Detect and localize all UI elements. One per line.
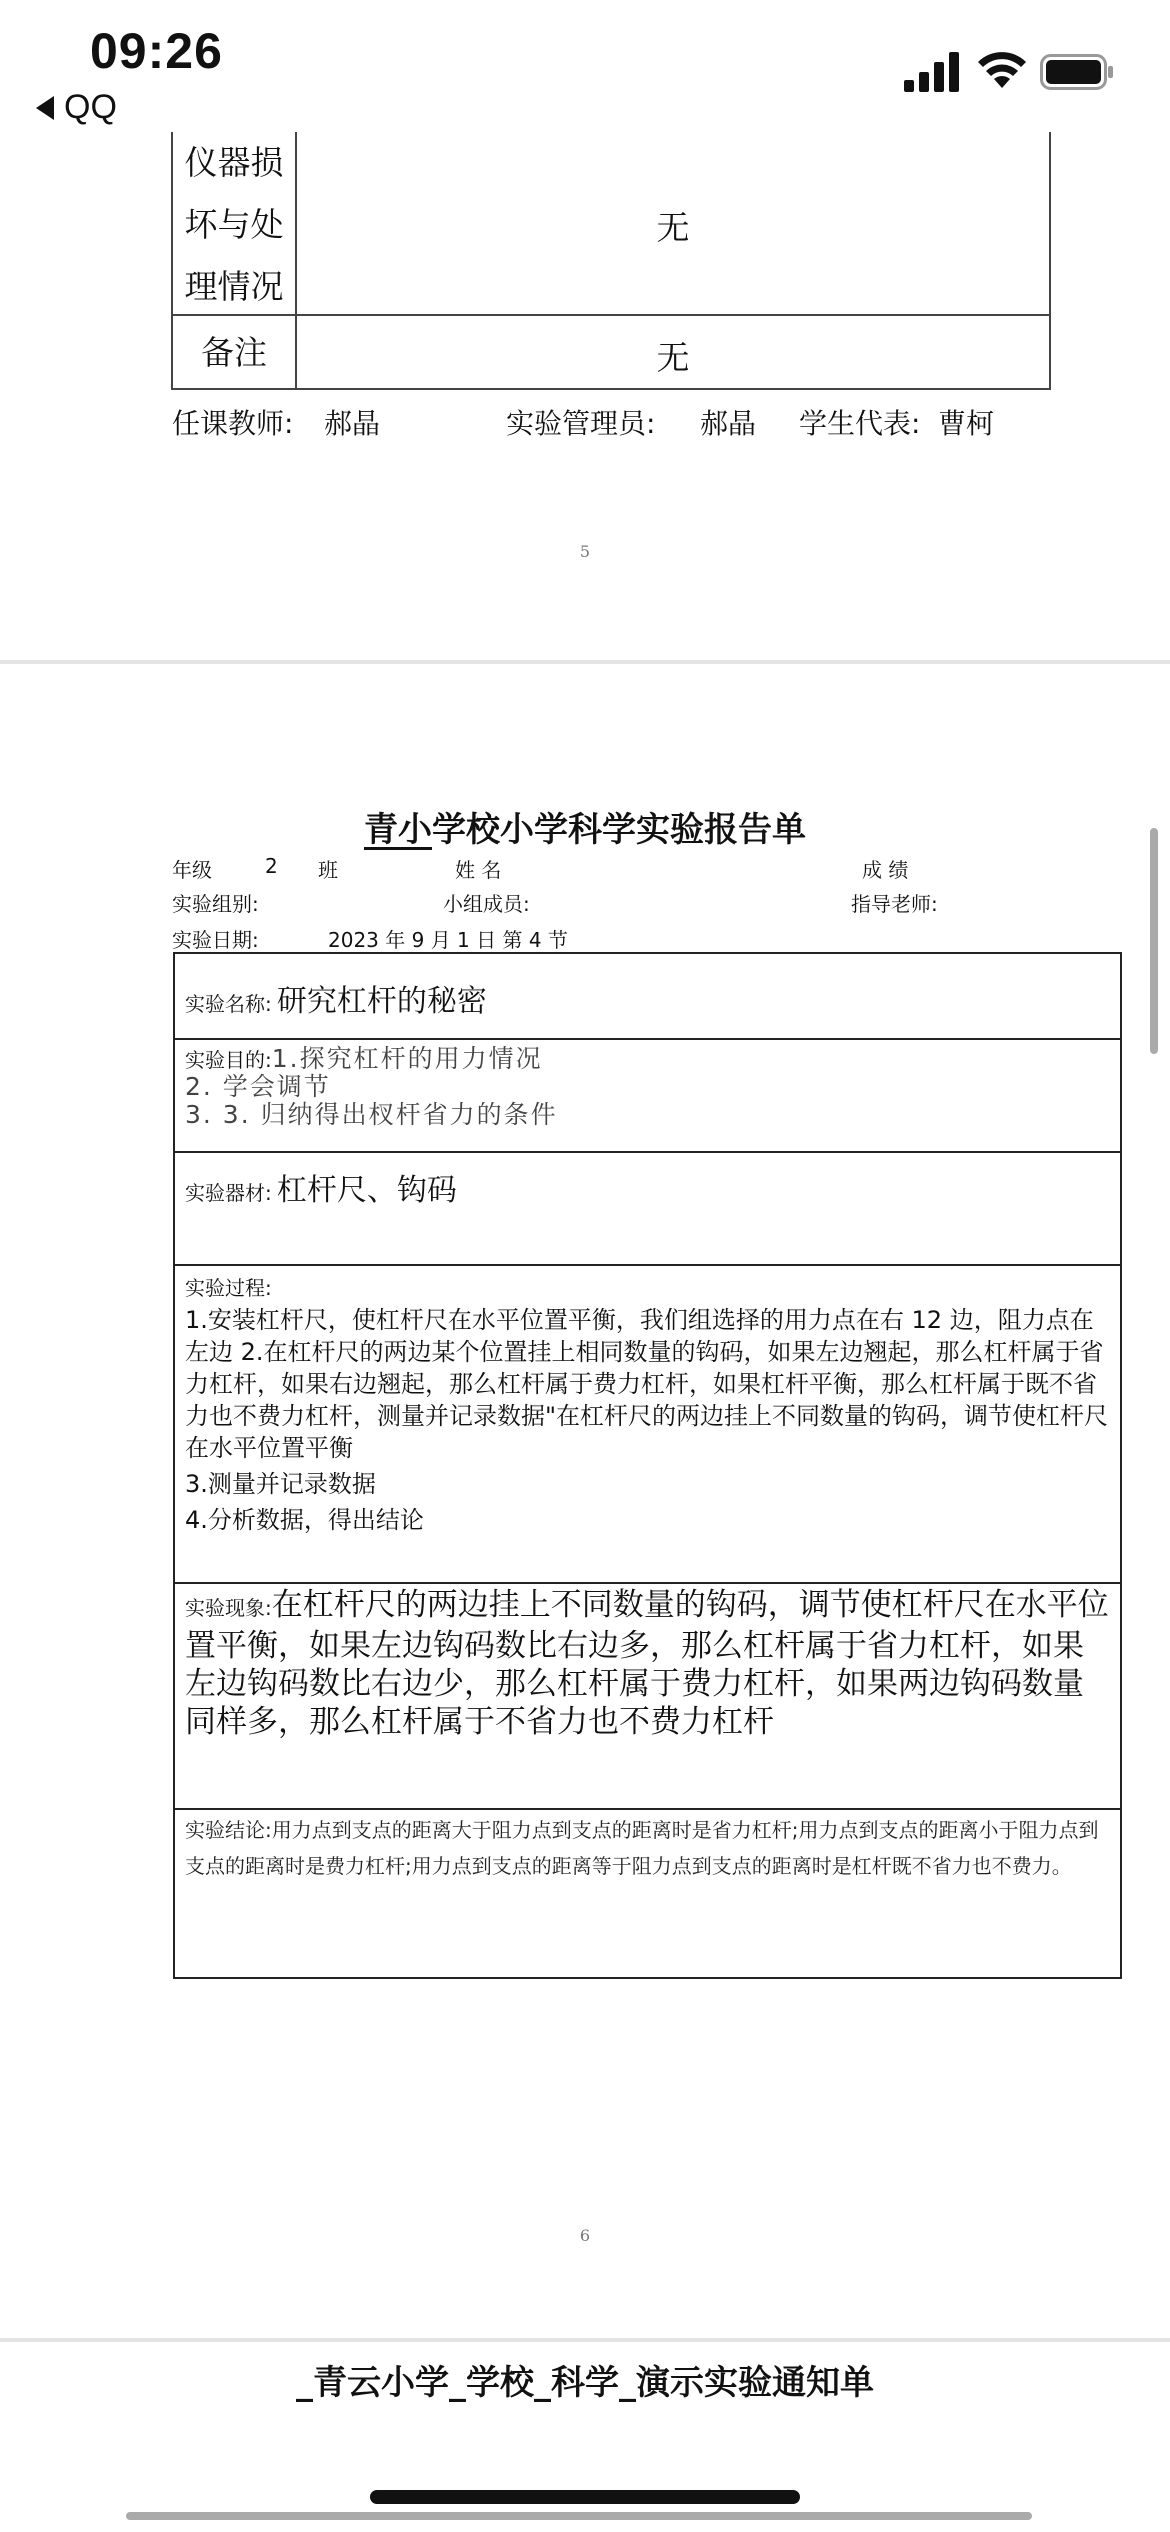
school-name: 青小	[364, 810, 432, 850]
advisor-label: 指导老师:	[851, 892, 938, 916]
status-bar	[0, 0, 1170, 132]
experiment-name-label: 实验名称:	[185, 992, 272, 1016]
equipment-value: 杠杆尺、钩码	[276, 1173, 457, 1208]
damage-label-line1: 仪器损	[184, 143, 284, 182]
wifi-icon	[976, 48, 1028, 90]
group-label: 实验组别:	[172, 892, 259, 916]
report-table	[173, 952, 1122, 1979]
student-rep-label: 学生代表:	[799, 407, 921, 440]
vertical-scrollbar[interactable]	[1150, 828, 1158, 1054]
document-viewer[interactable]	[0, 132, 1170, 2532]
purpose-row	[175, 1040, 1120, 1153]
student-rep-name: 曹柯	[938, 407, 995, 440]
purpose-line-2: 2. 学会调节	[185, 1072, 331, 1101]
members-label: 小组成员:	[443, 892, 530, 916]
name-label: 姓 名	[455, 858, 502, 882]
report-title-text: 学校小学科学实验报告单	[432, 810, 806, 850]
back-arrow-icon	[36, 96, 54, 120]
report-title	[0, 802, 1170, 851]
conclusion-label: 实验结论:	[185, 1818, 272, 1842]
page-number: 5	[579, 542, 591, 561]
conclusion-row	[175, 1810, 1120, 1979]
process-step-3: 3.测量并记录数据	[185, 1470, 376, 1498]
equipment-label: 实验器材:	[185, 1181, 272, 1205]
equipment-row	[175, 1153, 1120, 1266]
damage-label-line3: 理情况	[184, 267, 284, 306]
back-to-app-button[interactable]	[36, 88, 117, 127]
clock: 09:26	[90, 23, 223, 79]
teacher-name: 郝晶	[324, 407, 381, 440]
purpose-label: 实验目的:	[185, 1048, 272, 1072]
remarks-label: 备注	[201, 333, 267, 372]
date-value: 2023 年 9 月 1 日 第 4 节	[328, 928, 568, 952]
damage-value: 无	[656, 208, 690, 247]
page-divider	[0, 2338, 1170, 2342]
manager-label: 实验管理员:	[506, 407, 656, 440]
phenomenon-row	[175, 1584, 1120, 1810]
conclusion-text: 用力点到支点的距离大于阻力点到支点的距离时是省力杠杆;用力点到支点的距离小于阻力点到支点的距离时是费力杠杆;用力点到支点的距离等于阻力点到支点的距离时是杠杆既不省力也不费力。	[185, 1818, 1099, 1878]
manager-name: 郝晶	[700, 407, 757, 440]
teacher-label: 任课教师:	[172, 407, 294, 440]
phenomenon-text: 在杠杆尺的两边挂上不同数量的钩码，调节使杠杆尺在水平位置平衡，如果左边钩码数比右边多，那么杠杆属于省力杠杆，如果左边钩码数比右边少，那么杠杆属于费力杠杆，如果两边钩码数量同样多，那么杠杆属于不省力也不费力杠杆	[185, 1587, 1109, 1740]
page-number: 6	[579, 2226, 591, 2245]
cellular-signal-icon	[904, 52, 960, 92]
purpose-line-3: 3. 3. 归纳得出杈杆省力的条件	[185, 1100, 558, 1129]
damage-label-line2: 坏与处	[184, 205, 284, 244]
experiment-name-row	[175, 954, 1120, 1040]
grade-value: 2	[265, 854, 278, 878]
process-label: 实验过程:	[185, 1276, 272, 1300]
experiment-name-value: 研究杠杆的秘密	[276, 984, 487, 1019]
process-text: 1.安装杠杆尺，使杠杆尺在水平位置平衡，我们组选择的用力点在右 12 边，阻力点在左边 2.在杠杆尺的两边某个位置挂上相同数量的钩码，如果左边翘起，那么杠杆属于省力杠杆，如果右边翘起，那么杠杆属于费力杠杆，如果杠杆平衡，那么杠杆属于既不省力也不费力杠杆，测量并记录数据"在杠杆尺的两边挂上不同数量的钩码，调节使杠杆尺在水平位置平衡	[185, 1306, 1109, 1462]
date-label: 实验日期:	[172, 928, 259, 952]
home-indicator[interactable]	[370, 2490, 800, 2504]
next-page-title: _青云小学_学校_科学_演示实验通知单	[296, 2363, 874, 2403]
process-row	[175, 1266, 1120, 1584]
page-divider	[0, 660, 1170, 664]
grade-label: 年级	[172, 858, 212, 882]
horizontal-scrollbar[interactable]	[126, 2512, 1032, 2520]
equipment-damage-table	[171, 132, 1051, 390]
back-app-label: QQ	[64, 88, 117, 126]
remarks-value: 无	[656, 338, 690, 377]
phenomenon-label: 实验现象:	[185, 1596, 272, 1620]
battery-icon	[1040, 54, 1114, 90]
process-step-4: 4.分析数据，得出结论	[185, 1506, 424, 1534]
score-label: 成 绩	[862, 858, 909, 882]
purpose-line-1: 1.探究杠杆的用力情况	[271, 1044, 543, 1073]
class-label: 班	[318, 858, 338, 882]
